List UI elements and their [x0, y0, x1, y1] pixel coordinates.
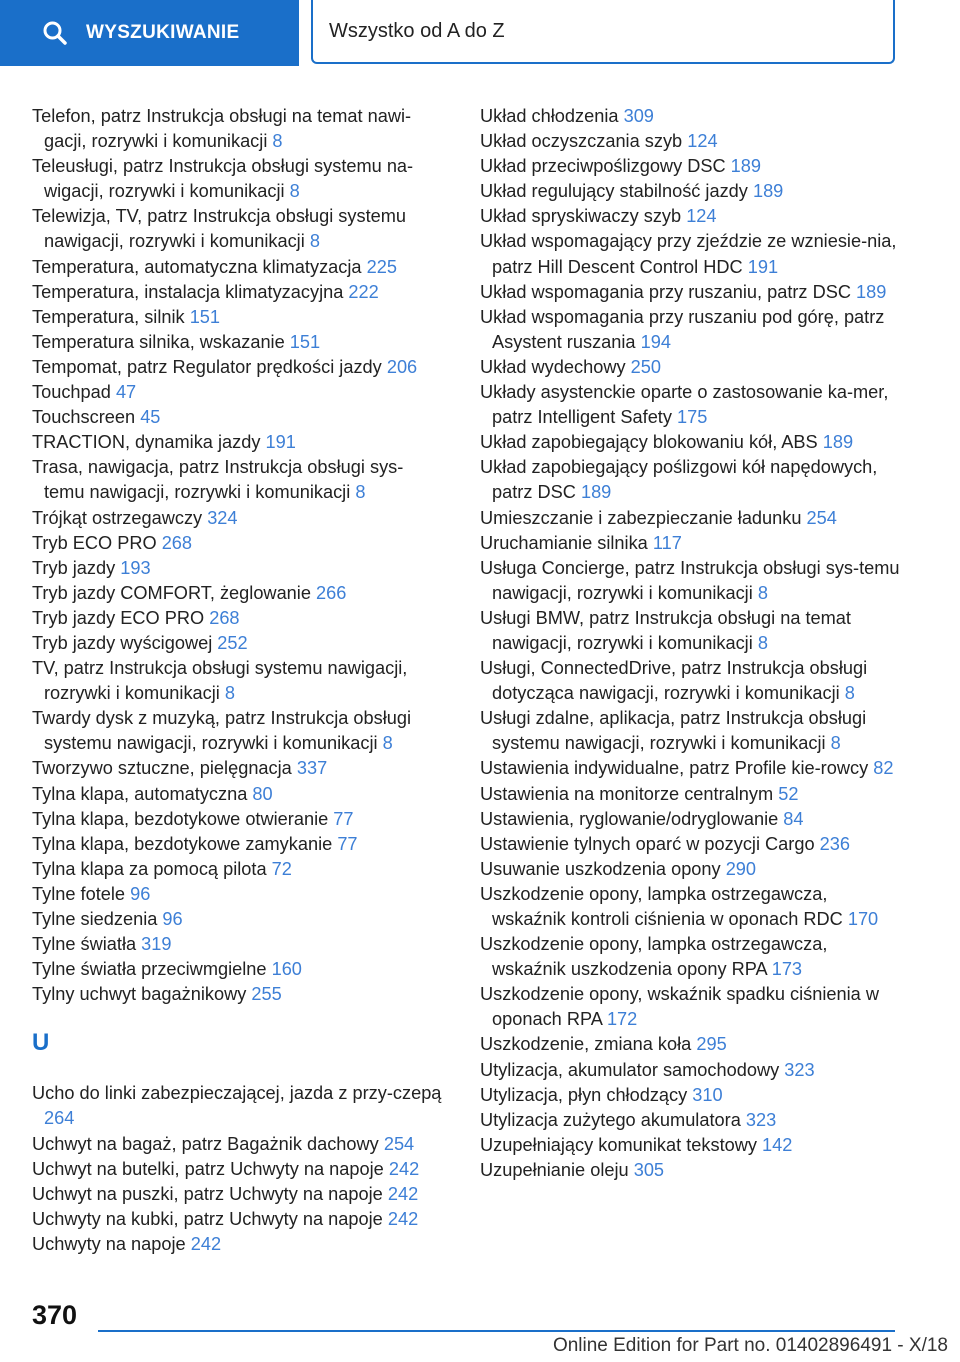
page-number: 370	[32, 1300, 78, 1330]
page-link[interactable]: 191	[747, 256, 779, 277]
index-entry-text: Tryb jazdy COMFORT, żeglowanie	[32, 582, 317, 603]
index-entry	[32, 280, 442, 305]
index-entry-text: Temperatura, automatyczna klimatyzacja	[32, 256, 367, 277]
page-link[interactable]: 175	[677, 407, 708, 428]
top-bar	[0, 0, 960, 66]
index-entry-text: Uszkodzenie opony, lampka ostrzegawcza, wskaźnik kontroli ciśnienia w oponach RDC	[480, 883, 848, 929]
index-entry	[32, 756, 442, 781]
page-link[interactable]: 242	[190, 1233, 222, 1254]
page-link[interactable]: 189	[580, 482, 612, 503]
page-link[interactable]: 242	[387, 1208, 419, 1229]
index-entry	[32, 606, 442, 631]
index-entry	[480, 154, 900, 179]
index-entry-text: Usługa Concierge, patrz Instrukcja obsługi sys-temu nawigacji, rozrywki i komunikacji	[480, 557, 900, 603]
page-link[interactable]: 82	[873, 758, 894, 779]
page-link[interactable]: 47	[115, 382, 137, 403]
index-entry	[32, 204, 442, 254]
page-link[interactable]: 193	[120, 557, 151, 578]
page-link[interactable]: 323	[784, 1059, 815, 1080]
index-entry	[32, 455, 442, 505]
index-entry-text: Twardy dysk z muzyką, patrz Instrukcja obsługi systemu nawigacji, rozrywki i komunikacji	[32, 708, 412, 754]
index-entry-text: Tylny uchwyt bagażnikowy	[32, 984, 252, 1005]
index-entry	[480, 355, 900, 380]
index-entry	[32, 1081, 442, 1131]
index-entry-text: Trójkąt ostrzegawczy	[32, 507, 208, 528]
index-entry-text: Uszkodzenie opony, wskaźnik spadku ciśnienia w oponach RPA	[480, 984, 879, 1030]
index-entry	[32, 907, 442, 932]
page-link[interactable]: 266	[316, 582, 347, 603]
page-link[interactable]: 172	[606, 1009, 638, 1030]
index-entry	[480, 531, 900, 556]
page-link[interactable]: 8	[224, 683, 236, 704]
page-link[interactable]: 268	[209, 607, 240, 628]
page-link[interactable]: 8	[289, 181, 300, 202]
index-entry-text: Uzupełniający komunikat tekstowy	[480, 1134, 763, 1155]
page-link[interactable]: 8	[309, 231, 320, 252]
page-link[interactable]: 84	[783, 808, 804, 829]
index-entry-text: Układ regulujący stabilność jazdy	[480, 181, 753, 202]
page-link[interactable]: 52	[778, 783, 799, 804]
index-entry-text: Temperatura silnika, wskazanie	[32, 331, 290, 352]
index-entry-text: Ucho do linki zabezpieczającej, jazda z przy-czepą	[32, 1083, 442, 1104]
page-link[interactable]: 337	[296, 758, 328, 779]
page-link[interactable]: 290	[725, 858, 757, 879]
index-entry-text: Teleusługi, patrz Instrukcja obsługi systemu na-wigacji, rozrywki i komunikacji	[32, 156, 414, 202]
index-entry	[32, 1207, 442, 1232]
index-entry-text: Tylna klapa, bezdotykowe zamykanie	[32, 833, 338, 854]
index-entry-text: Układ wspomagania przy ruszaniu, patrz DSC	[480, 281, 857, 302]
index-entry	[32, 832, 442, 857]
page-link[interactable]: 96	[162, 909, 183, 929]
page-link[interactable]: 96	[130, 883, 151, 904]
index-entry	[32, 857, 442, 882]
page-link[interactable]: 225	[366, 256, 397, 277]
index-entry-text: Tylna klapa, automatyczna	[32, 783, 253, 804]
page-link[interactable]: 319	[141, 934, 172, 955]
index-entry	[480, 179, 900, 204]
index-entry-text: Temperatura, silnik	[32, 306, 190, 327]
index-entry	[480, 782, 900, 807]
page-link[interactable]: 255	[251, 984, 282, 1005]
index-entry	[480, 832, 900, 857]
index-entry	[480, 706, 900, 756]
index-entry-text: Układ oczyszczania szyb	[480, 131, 688, 152]
index-entry	[32, 1157, 442, 1182]
page-link[interactable]: 8	[844, 683, 855, 704]
index-entry-text: Uzupełnianie oleju	[480, 1159, 634, 1180]
index-entry-text: Tylne fotele	[32, 883, 131, 904]
index-entry	[480, 882, 900, 932]
index-entry-text: Układ zapobiegający blokowaniu kół, ABS	[480, 432, 823, 453]
page-link[interactable]: 189	[856, 281, 887, 302]
page-link[interactable]: 310	[692, 1084, 723, 1105]
index-entry	[32, 581, 442, 606]
index-entry-text: Uchwyty na napoje	[32, 1233, 191, 1254]
index-entry	[480, 857, 900, 882]
index-entry	[32, 405, 442, 430]
index-entry	[480, 455, 900, 505]
index-entry-text: TV, patrz Instrukcja obsługi systemu nawigacji, rozrywki i komunikacji	[32, 658, 408, 704]
index-entry-text: Usuwanie uszkodzenia opony	[480, 858, 726, 879]
index-entry-text: Usługi BMW, patrz Instrukcja obsługi na temat nawigacji, rozrywki i komunikacji	[480, 607, 851, 653]
index-entry-text: Ustawienia, ryglowanie/odryglowanie	[480, 808, 784, 829]
page-link[interactable]: 151	[189, 306, 221, 327]
page-link[interactable]: 8	[382, 733, 393, 754]
index-entry-text: Uchwyt na puszki, patrz Uchwyty na napoje	[32, 1183, 388, 1204]
index-entry	[32, 807, 442, 832]
index-entry-text: Tylna klapa, bezdotykowe otwieranie	[32, 808, 334, 829]
page-link[interactable]: 206	[386, 356, 418, 377]
page-link[interactable]: 77	[337, 833, 358, 854]
index-entry	[480, 1158, 900, 1183]
letter-heading-u: U	[32, 1029, 50, 1057]
index-entry	[480, 280, 900, 305]
index-entry	[32, 1182, 442, 1207]
index-entry-text: Telewizja, TV, patrz Instrukcja obsługi systemu nawigacji, rozrywki i komunikacji	[32, 206, 407, 252]
index-entry	[32, 255, 442, 280]
page-link[interactable]: 173	[771, 959, 803, 980]
page-link[interactable]: 242	[387, 1183, 419, 1204]
index-entry-text: Tylna klapa za pomocą pilota	[32, 858, 272, 879]
index-entry	[480, 380, 900, 430]
index-entry-text: Układ wspomagania przy ruszaniu pod górę, patrz Asystent ruszania	[480, 306, 885, 352]
index-entry-text: TRACTION, dynamika jazdy	[32, 432, 266, 453]
index-entry	[32, 882, 442, 907]
index-entry	[32, 330, 442, 355]
index-entry-text: Uchwyty na kubki, patrz Uchwyty na napoje	[32, 1208, 388, 1229]
index-entry	[480, 1058, 900, 1083]
page-link[interactable]: 189	[752, 181, 784, 202]
search-icon	[42, 20, 68, 46]
page-link[interactable]: 8	[830, 733, 841, 754]
index-entry-text: Touchpad	[32, 382, 116, 403]
index-entry	[480, 556, 900, 606]
index-entry	[32, 104, 442, 154]
index-list-t	[32, 104, 442, 1007]
index-entry	[32, 982, 442, 1007]
index-entry-text: Tylne światła przeciwmgielne	[32, 959, 272, 980]
index-entry	[32, 1132, 442, 1157]
index-entry	[32, 305, 442, 330]
index-entry	[32, 706, 442, 756]
page-link[interactable]: 191	[265, 432, 296, 453]
index-column-left	[32, 104, 442, 1257]
index-entry	[32, 154, 442, 204]
index-entry-text: Telefon, patrz Instrukcja obsługi na temat nawi-gacji, rozrywki i komunikacji	[32, 106, 412, 152]
page-link[interactable]: 124	[687, 131, 718, 152]
search-tab-label: WYSZUKIWANIE	[86, 22, 240, 43]
index-entry-text: Tryb jazdy wyścigowej	[32, 632, 218, 653]
index-entry	[32, 556, 442, 581]
page-link[interactable]: 72	[271, 858, 292, 879]
index-entry	[32, 430, 442, 455]
page-link[interactable]: 142	[762, 1134, 793, 1155]
index-entry	[480, 1108, 900, 1133]
index-entry	[480, 1032, 900, 1057]
index-entry	[480, 305, 900, 355]
index-entry-text: Tylne światła	[32, 934, 142, 955]
page-link[interactable]: 305	[633, 1159, 665, 1180]
index-entry-text: Układ zapobiegający poślizgowi kół napędowych, patrz DSC	[480, 457, 878, 503]
index-entry	[32, 932, 442, 957]
index-entry	[480, 129, 900, 154]
index-entry	[32, 380, 442, 405]
page-link[interactable]: 151	[289, 331, 321, 352]
page-link[interactable]: 77	[333, 808, 354, 829]
page-link[interactable]: 236	[819, 833, 850, 854]
index-entry-text: Układy asystenckie oparte o zastosowanie ka-mer, patrz Intelligent Safety	[480, 382, 889, 428]
page-link[interactable]: 8	[757, 632, 768, 653]
footer-edition: Online Edition for Part no. 01402896491 - X/18	[552, 1335, 948, 1356]
index-list-u-continued	[480, 104, 900, 1183]
page-link[interactable]: 8	[757, 582, 768, 603]
index-entry-text: Ustawienie tylnych oparć w pozycji Cargo	[480, 833, 820, 854]
index-entry-text: Ustawienia indywidualne, patrz Profile kie-rowcy	[480, 758, 874, 779]
index-entry-text: Uszkodzenie, zmiana koła	[480, 1034, 697, 1055]
index-entry-text: Touchscreen	[32, 407, 141, 428]
index-entry	[480, 932, 900, 982]
footer-divider	[98, 1330, 895, 1332]
index-entry	[480, 1083, 900, 1108]
page-link[interactable]: 324	[207, 507, 238, 528]
index-list-u	[32, 1081, 442, 1257]
breadcrumb[interactable]	[311, 0, 895, 64]
index-entry-text: Umieszczanie i zabezpieczanie ładunku	[480, 507, 807, 528]
index-entry	[480, 506, 900, 531]
index-entry-text: Tryb ECO PRO	[32, 532, 162, 553]
index-entry	[480, 656, 900, 706]
page-link[interactable]: 222	[348, 281, 379, 302]
search-tab[interactable]	[0, 0, 299, 66]
page-link[interactable]: 268	[161, 532, 193, 553]
index-entry-text: Utylizacja zużytego akumulatora	[480, 1109, 746, 1130]
page-link[interactable]: 124	[686, 206, 717, 227]
page-link[interactable]: 8	[272, 131, 283, 152]
page-link[interactable]: 160	[271, 959, 302, 980]
index-entry-text: Temperatura, instalacja klimatyzacyjna	[32, 281, 349, 302]
breadcrumb-label: Wszystko od A do Z	[329, 19, 505, 42]
index-entry	[32, 782, 442, 807]
index-entry-text: Utylizacja, płyn chłodzący	[480, 1084, 693, 1105]
index-entry	[480, 204, 900, 229]
index-entry	[32, 631, 442, 656]
index-entry	[480, 756, 900, 781]
page-link[interactable]: 250	[630, 356, 661, 377]
page-link[interactable]: 252	[217, 632, 248, 653]
index-entry-text: Uszkodzenie opony, lampka ostrzegawcza, wskaźnik uszkodzenia opony RPA	[480, 934, 828, 980]
page-link[interactable]: 242	[388, 1158, 420, 1179]
index-entry-text: Trasa, nawigacja, patrz Instrukcja obsługi sys-temu nawigacji, rozrywki i komunikacji	[32, 457, 404, 503]
index-entry-text: Tryb jazdy	[32, 557, 121, 578]
index-entry	[480, 229, 900, 279]
index-entry-text: Usługi, ConnectedDrive, patrz Instrukcja obsługi dotycząca nawigacji, rozrywki i komunikacji	[480, 658, 868, 704]
index-entry-text: Tryb jazdy ECO PRO	[32, 607, 210, 628]
index-entry-text: Tworzywo sztuczne, pielęgnacja	[32, 758, 297, 779]
index-entry-text: Układ wydechowy	[480, 356, 631, 377]
index-entry	[32, 656, 442, 706]
index-entry-text: Układ spryskiwaczy szyb	[480, 206, 687, 227]
page-link[interactable]: 254	[806, 507, 837, 528]
index-entry-text: Uruchamianie silnika	[480, 532, 653, 553]
index-entry	[32, 1232, 442, 1257]
index-entry	[480, 1133, 900, 1158]
page-link[interactable]: 8	[355, 482, 366, 503]
page-link[interactable]: 309	[623, 106, 654, 126]
index-entry-text: Utylizacja, akumulator samochodowy	[480, 1059, 785, 1080]
index-entry	[480, 104, 900, 129]
page-link[interactable]: 295	[696, 1034, 727, 1055]
index-entry-text: Układ przeciwpoślizgowy DSC	[480, 156, 731, 177]
index-entry-text: Uchwyt na bagaż, patrz Bagażnik dachowy	[32, 1133, 384, 1154]
index-entry	[32, 355, 442, 380]
page-link[interactable]: 189	[730, 156, 762, 177]
page-link[interactable]: 45	[140, 407, 161, 428]
page-link[interactable]: 80	[252, 783, 273, 804]
index-entry	[480, 807, 900, 832]
index-entry	[32, 957, 442, 982]
index-entry-text: Układ wspomagający przy zjeździe ze wzniesie-nia, patrz Hill Descent Control HDC	[480, 231, 897, 277]
index-entry-text: Układ chłodzenia	[480, 106, 624, 126]
index-entry	[480, 982, 900, 1032]
page-link[interactable]: 170	[847, 909, 879, 929]
page-link[interactable]: 194	[640, 331, 671, 352]
index-entry	[32, 506, 442, 531]
index-entry	[32, 531, 442, 556]
page-link[interactable]: 264	[44, 1108, 75, 1129]
index-entry-text: Usługi zdalne, aplikacja, patrz Instrukcja obsługi systemu nawigacji, rozrywki i komunikacji	[480, 708, 867, 754]
index-entry	[480, 430, 900, 455]
index-entry	[480, 606, 900, 656]
index-entry-text: Ustawienia na monitorze centralnym	[480, 783, 779, 804]
index-entry-text: Uchwyt na butelki, patrz Uchwyty na napoje	[32, 1158, 389, 1179]
page-link[interactable]: 189	[822, 432, 854, 453]
index-entry-text: Tylne siedzenia	[32, 909, 163, 929]
page-link[interactable]: 254	[383, 1133, 415, 1154]
page-link[interactable]: 117	[652, 532, 682, 553]
index-column-right	[480, 104, 900, 1183]
index-entry-text: Tempomat, patrz Regulator prędkości jazdy	[32, 356, 387, 377]
page-link[interactable]: 323	[745, 1109, 777, 1130]
